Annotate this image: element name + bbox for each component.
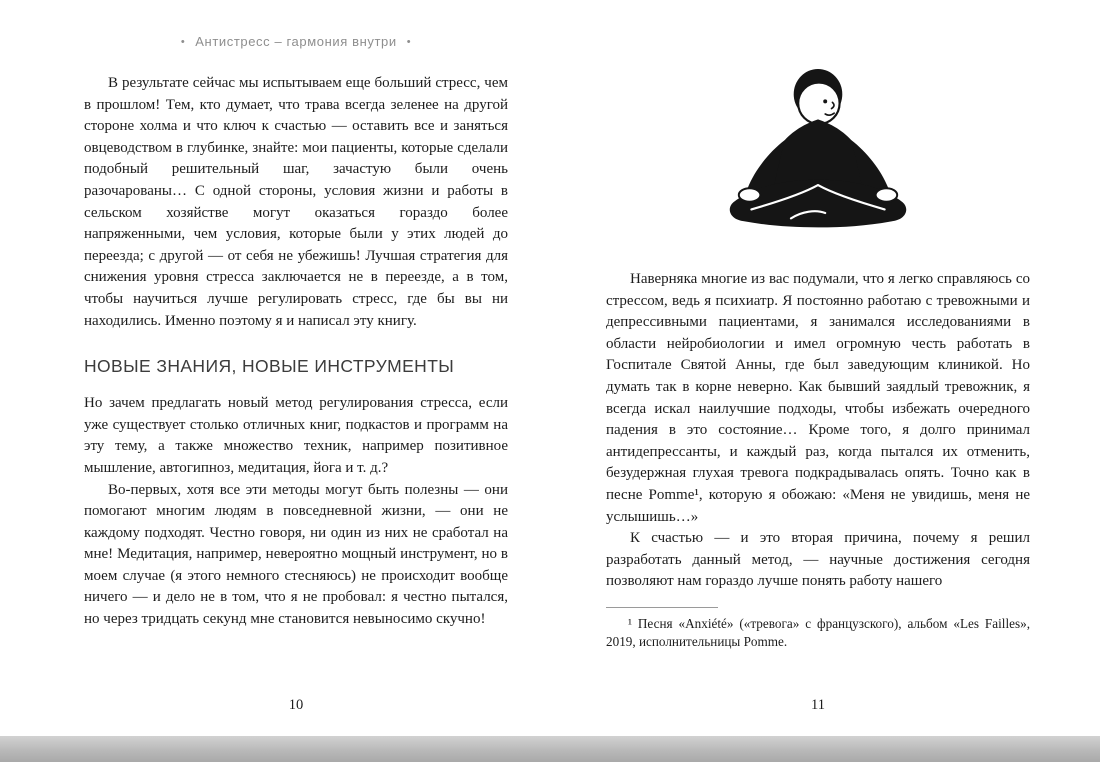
body-paragraph: В результате сейчас мы испытываем еще больший стресс, чем в прошлом! Тем, кто думает, что трава всегда зеленее на другой стороне холма и что ключ к счастью — оставить все и заняться овцеводством в глубинке, знайте: мои пациенты, которые сделали подобный решительный шаг, зачастую были очень разочарованы… С одной стороны, условия жизни и работы в сельском хозяйстве могут оказаться гораздо более напряженными, чем условия, которые были у этих людей до переезда; с другой — от себя не убежишь! Лучшая стратегия для снижения уровня стресса заключается не в переезде, а в том, чтобы научиться лучше регулировать стресс, где бы вы ни находились. Именно поэтому я и написал эту книгу. — [84, 75, 508, 329]
running-header — [84, 34, 508, 49]
body-paragraph: Наверняка многие из вас подумали, что я легко справляюсь со стрессом, ведь я психиатр. Я постоянно работаю с тревожными и депрессивными пациентами, я занимался исследованиями в области нейробиологии и имел огромную честь работать в Госпитале Святой Анны, где был заведующим клиникой. Но думать так в корне неверно. Как бывший заядлый тревожник, я всегда искал наилучшие подходы, чтобы избежать очередного падения в это состояние… Кроме того, я долго принимал антидепрессанты, и каждый раз, когда пытался их отменить, безудержная глухая тревога подкрадывалась опять. Точно как в песне Pomme¹, которую я обожаю: «Меня не увидишь, меня не услышишь…» — [606, 271, 1030, 525]
body-paragraph: К счастью — и это вторая причина, почему я решил разработать данный метод, — научные достижения сегодня позволяют нам гораздо лучше понять работу нашего — [606, 530, 1030, 590]
body-paragraph: Во-первых, хотя все эти методы могут быть полезны — они помогают многим людям в повседневной жизни, — они не каждому подходят. Честно говоря, ни один из них не сработал на мне! Медитация, например, невероятно мощный инструмент, но в моем случае (я этого немного стесняюсь) не происходит вообще ничего — и дело не в том, что я не пробовал: я честно пытался, но через тридцать секунд мне становится невыносимо скучно! — [84, 481, 508, 628]
figure-eye — [823, 99, 827, 103]
page-number-right: 11 — [811, 697, 825, 713]
page-right — [606, 56, 1030, 652]
running-header-title: Антистресс – гармония внутри — [195, 34, 397, 49]
figure-right-hand — [876, 188, 898, 202]
header-bullet-right-icon: • — [406, 36, 412, 48]
book-bottom-edge — [0, 736, 1100, 762]
footnote: ¹ Песня «Anxiété» («тревога» с французского), альбом «Les Failles», 2019, исполнительницы Pomme. — [606, 615, 1030, 650]
page-left — [84, 34, 508, 631]
header-bullet-left-icon: • — [180, 36, 186, 48]
figure-left-hand — [739, 188, 761, 202]
body-paragraph: Но зачем предлагать новый метод регулирования стресса, если уже существует столько отличных книг, подкастов и программ на эту тему, а также множество техник, например позитивное мышление, автогипноз, медитация, йога и т. д.? — [84, 395, 508, 476]
footnote-separator — [606, 607, 718, 608]
section-heading: НОВЫЕ ЗНАНИЯ, НОВЫЕ ИНСТРУМЕНТЫ — [84, 356, 455, 377]
meditating-person-illustration — [606, 60, 1030, 245]
page-number-left: 10 — [288, 697, 304, 713]
meditating-person-svg — [683, 60, 953, 240]
